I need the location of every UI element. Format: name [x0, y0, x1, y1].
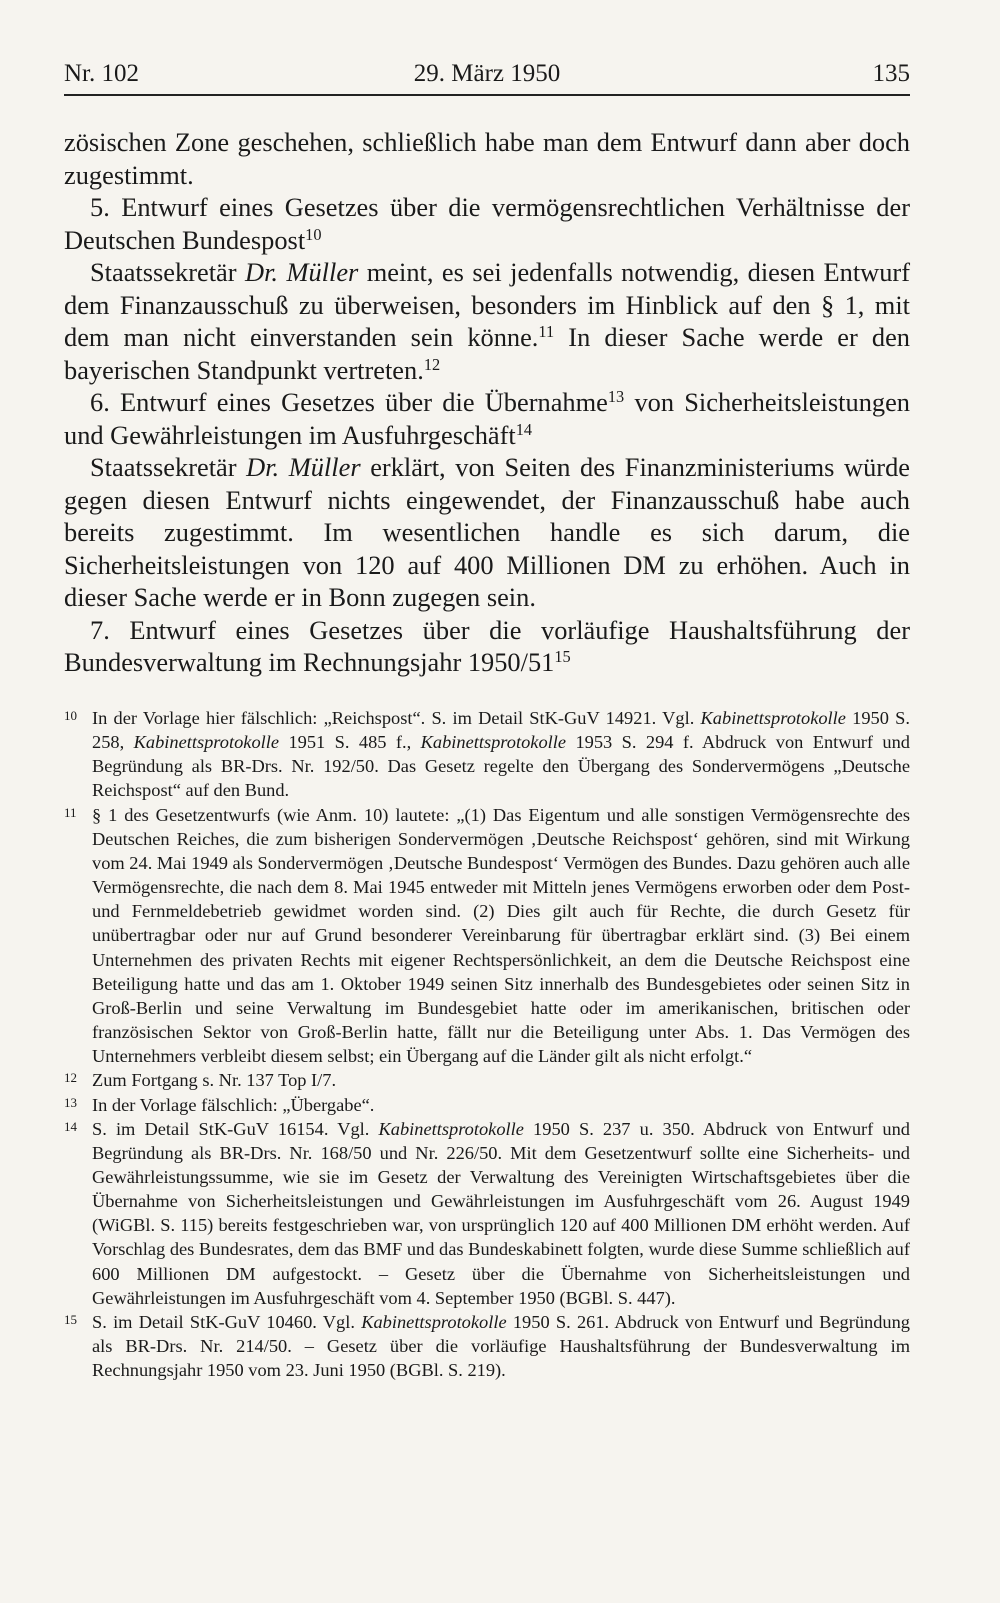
footnotes	[64, 706, 910, 1382]
footnote-number: 15	[64, 1311, 77, 1327]
running-header	[64, 60, 910, 96]
session-date: 29. März 1950	[413, 60, 561, 87]
footnote: 15 S. im Detail StK-GuV 10460. Vgl. Kabinettsprotokolle 1950 S. 261. Abdruck von Entwurf und Begründung als BR-Drs. Nr. 214/50. – Gesetz über die vorläufige Haushaltsführung der Bundesverwaltung im Rechnungsjahr 1950 vom 23. Juni 1950 (BGBl. S. 219).	[64, 1310, 910, 1382]
footnote-ref: 15	[554, 647, 571, 666]
footnote-number: 13	[64, 1094, 77, 1110]
person-name: Dr. Müller	[246, 452, 361, 482]
agenda-item-5: 5. Entwurf eines Gesetzes über die vermögensrechtlichen Verhältnisse der Deutschen Bundespost$^{10}$	[64, 192, 910, 255]
footnote-number: 11	[64, 804, 77, 820]
footnote-number: 14	[64, 1118, 77, 1134]
footnote-ref: 11	[538, 322, 555, 341]
agenda-item-6: 6. Entwurf eines Gesetzes über die Übernahme$^{13}$ von Sicherheitsleistungen und Gewährleistungen im Ausfuhrgeschäft$^{14}$	[64, 387, 910, 450]
agenda-item-7: 7. Entwurf eines Gesetzes über die vorläufige Haushaltsführung der Bundesverwaltung im Rechnungsjahr $1950/51^{15}$	[64, 614, 910, 677]
footnote-number: 10	[64, 708, 77, 723]
footnote: 13 In der Vorlage fälschlich: „Übergabe“.	[64, 1093, 910, 1117]
footnote-ref: 12	[423, 354, 441, 374]
footnote-ref: 13	[607, 387, 625, 406]
paragraph: Staatssekretär Dr. Müller meint, es sei jedenfalls notwendig, diesen Entwurf dem Finanzausschuß zu überweisen, besonders im Hinblick auf den § 1, mit dem man nicht einverstanden sein könne.$^{11}$ In dieser Sache werde er den bayerischen Standpunkt vertreten.$^{12}$	[64, 257, 911, 385]
footnote: 12 Zum Fortgang s. Nr. 137 Top I/7.	[64, 1068, 910, 1092]
footnote: 11 § 1 des Gesetzentwurfs (wie Anm. 10) lautete: „(1) Das Eigentum und alle sonstigen Vermögensrechte des Deutschen Reiches, die zum bisherigen Sondervermögen ‚Deutsche Reichspost‘ gehören, sind mit Wirkung vom 24. Mai 1949 als Sondervermögen ‚Deutsche Bundespost‘ Vermögen des Bundes. Dazu gehören auch alle Vermögensrechte, die nach dem 8. Mai 1945 entweder mit Mitteln jenes Vermögens erworben oder dem Post- und Fernmeldebetrieb gewidmet worden sind. (2) Dies gilt auch für Rechte, die durch Gesetz für unübertragbar oder nur auf Grund besonderer Vereinbarung für übertragbar erklärt sind. (3) Bei einem Unternehmen des privaten Rechts mit eigener Rechtspersönlichkeit, an dem die Deutsche Reichspost eine Beteiligung hatte und das am 1. Oktober 1949 seinen Sitz innerhalb des Bundesgebietes oder seinen Sitz in Groß-Berlin und seine Verwaltung im Bundesgebiet hatte oder im amerikanischen, britischen oder französischen Sektor von Groß-Berlin hatte, fällt nur die Beteiligung unter Abs. 1. Das Vermögen des Unternehmers verbleibt diesem selbst; ein Übergang auf die Länder gilt als nicht erfolgt.“	[64, 803, 910, 1069]
footnote: 14 S. im Detail StK-GuV 16154. Vgl. Kabinettsprotokolle 1950 S. 237 u. 350. Abdruck von Entwurf und Begründung als BR-Drs. Nr. 168/50 und Nr. 226/50. Mit dem Gesetzentwurf sollte eine Sicherheits- und Gewährleistungssumme, wie sie im Gesetz der Verwaltung des Vereinigten Wirtschaftsgebietes über die Übernahme von Sicherheitsleistungen und Gewährleistungen im Ausfuhrgeschäft vom 26. August 1949 (WiGBl. S. 115) bereits festgeschrieben war, von ursprünglich 120 auf 400 Millionen DM erhöht werden. Auf Vorschlag des Bundesrates, dem das BMF und das Bundeskabinett folgten, wurde diese Summe schließlich auf 600 Millionen DM aufgestockt. – Gesetz über die Übernahme von Sicherheitsleistungen und Gewährleistungen im Ausfuhrgeschäft vom 4. September 1950 (BGBl. S. 447).	[64, 1117, 910, 1310]
person-name: Dr. Müller	[245, 257, 359, 287]
footnote-ref: 10	[305, 224, 322, 244]
document-number: Nr. 102	[64, 60, 139, 87]
footnote: 10 In der Vorlage hier fälschlich: „Reichspost“. S. im Detail StK-GuV 14921. Vgl. Kabinettsprotokolle 1950 S. 258, Kabinettsprotokolle 1951 S. 485 f., Kabinettsprotokolle 1953 S. 294 f. Abdruck von Entwurf und Begründung als BR-Drs. Nr. 192/50. Das Gesetz regelte den Übergang des Sondervermögens „Deutsche Reichspost“ auf den Bund.	[64, 706, 910, 803]
page-number: 135	[872, 60, 910, 87]
footnote-ref: 14	[515, 419, 533, 439]
paragraph: Staatssekretär Dr. Müller erklärt, von Seiten des Finanzministeriums würde gegen diesen Entwurf nichts eingewendet, der Finanzausschuß habe auch bereits zugestimmt. Im wesentlichen handle es sich darum, die Sicherheitsleistungen von 120 auf 400 Millionen DM zu erhöhen. Auch in dieser Sache werde er in Bonn zugegen sein.	[64, 452, 910, 612]
footnote-number: 12	[64, 1070, 77, 1086]
paragraph: zösischen Zone geschehen, schließlich habe man dem Entwurf dann aber doch zugestimmt.	[64, 127, 910, 190]
main-text	[64, 126, 910, 679]
